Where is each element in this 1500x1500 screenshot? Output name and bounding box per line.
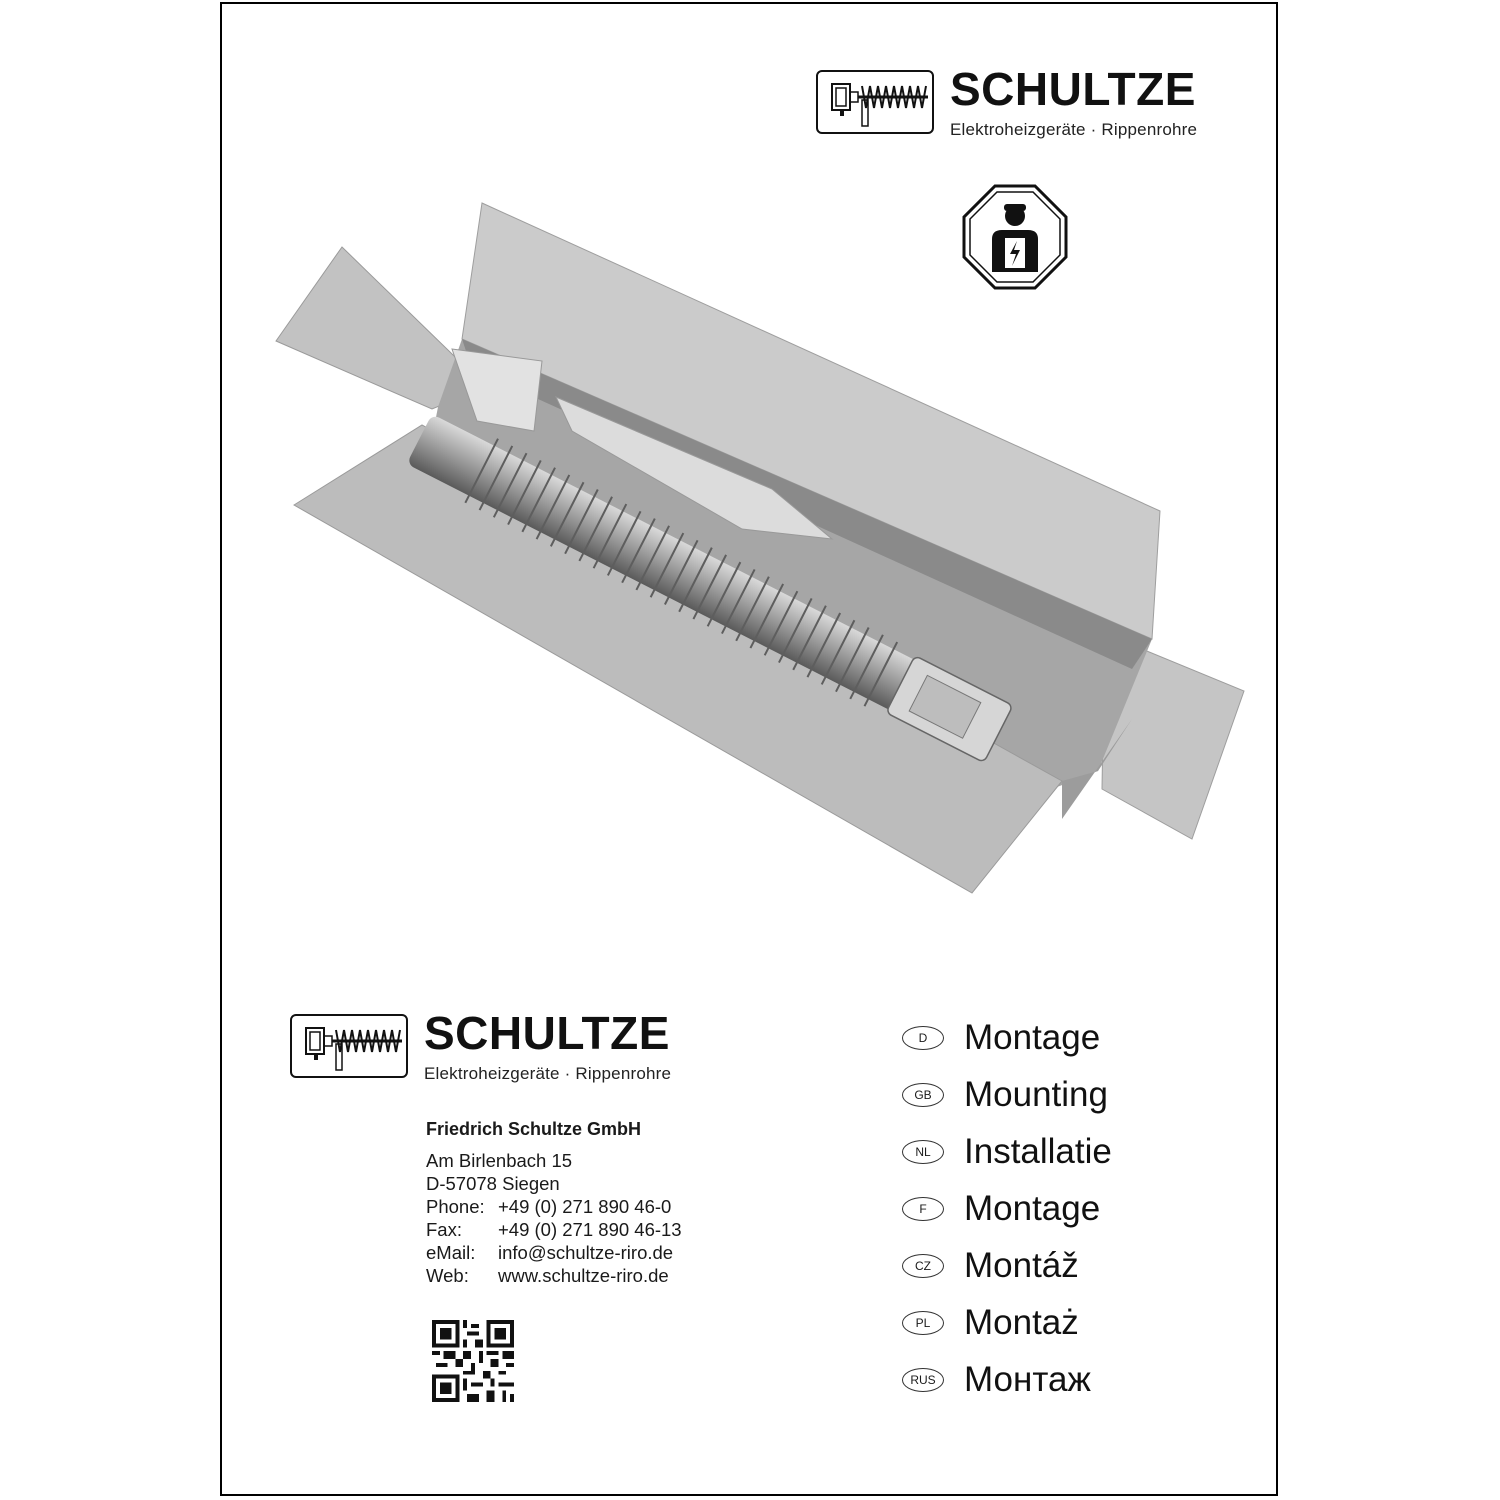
language-code-badge: NL: [902, 1140, 944, 1164]
contact-web: www.schultze-riro.de: [498, 1265, 669, 1286]
language-label: Montáž: [964, 1245, 1079, 1285]
contact-phone: +49 (0) 271 890 46-0: [498, 1196, 672, 1217]
finned-tube-heater-icon: [290, 1014, 408, 1078]
company-street: Am Birlenbach 15: [426, 1150, 573, 1171]
contact-label: eMail:: [426, 1242, 476, 1263]
language-item: [902, 1237, 1112, 1294]
language-label: Montage: [964, 1188, 1101, 1228]
language-item: [902, 1066, 1112, 1123]
contact-row-fax: [426, 1218, 682, 1241]
manual-cover-page: [220, 2, 1278, 1496]
language-label: Montaż: [964, 1302, 1079, 1342]
language-code-badge: CZ: [902, 1254, 944, 1278]
language-label: Mounting: [964, 1074, 1108, 1114]
contact-fax: +49 (0) 271 890 46-13: [498, 1219, 682, 1240]
contact-label: Phone:: [426, 1196, 485, 1217]
contact-row-email: [426, 1241, 682, 1264]
brand-logo-top: [816, 63, 1198, 140]
language-label: Installatie: [964, 1131, 1112, 1171]
product-box-photo: [272, 199, 1252, 904]
brand-logo-bottom: [290, 1007, 672, 1084]
language-item: [902, 1009, 1112, 1066]
language-item: [902, 1123, 1112, 1180]
language-code-badge: F: [902, 1197, 944, 1221]
language-item: [902, 1294, 1112, 1351]
language-code-badge: D: [902, 1026, 944, 1050]
language-item: [902, 1351, 1112, 1408]
language-label: Montage: [964, 1017, 1101, 1057]
brand-tagline: Elektroheizgeräte · Rippenrohre: [950, 120, 1198, 139]
company-name: Friedrich Schultze GmbH: [426, 1119, 642, 1139]
contact-row-phone: [426, 1195, 682, 1218]
language-list: [902, 1009, 1112, 1408]
contact-label: Web:: [426, 1265, 469, 1286]
company-address-block: [426, 1118, 682, 1287]
company-city: D-57078 Siegen: [426, 1173, 560, 1194]
language-item: [902, 1180, 1112, 1237]
brand-name: SCHULTZE: [424, 1007, 670, 1059]
contact-email: info@schultze-riro.de: [498, 1242, 674, 1263]
brand-tagline: Elektroheizgeräte · Rippenrohre: [424, 1064, 672, 1083]
language-code-badge: PL: [902, 1311, 944, 1335]
brand-name: SCHULTZE: [950, 63, 1196, 115]
finned-tube-heater-icon: [816, 70, 934, 134]
language-code-badge: RUS: [902, 1368, 944, 1392]
language-code-badge: GB: [902, 1083, 944, 1107]
language-label: Монтаж: [964, 1359, 1091, 1399]
contact-label: Fax:: [426, 1219, 462, 1240]
qr-code-icon: [432, 1320, 514, 1407]
contact-row-web: [426, 1264, 682, 1287]
